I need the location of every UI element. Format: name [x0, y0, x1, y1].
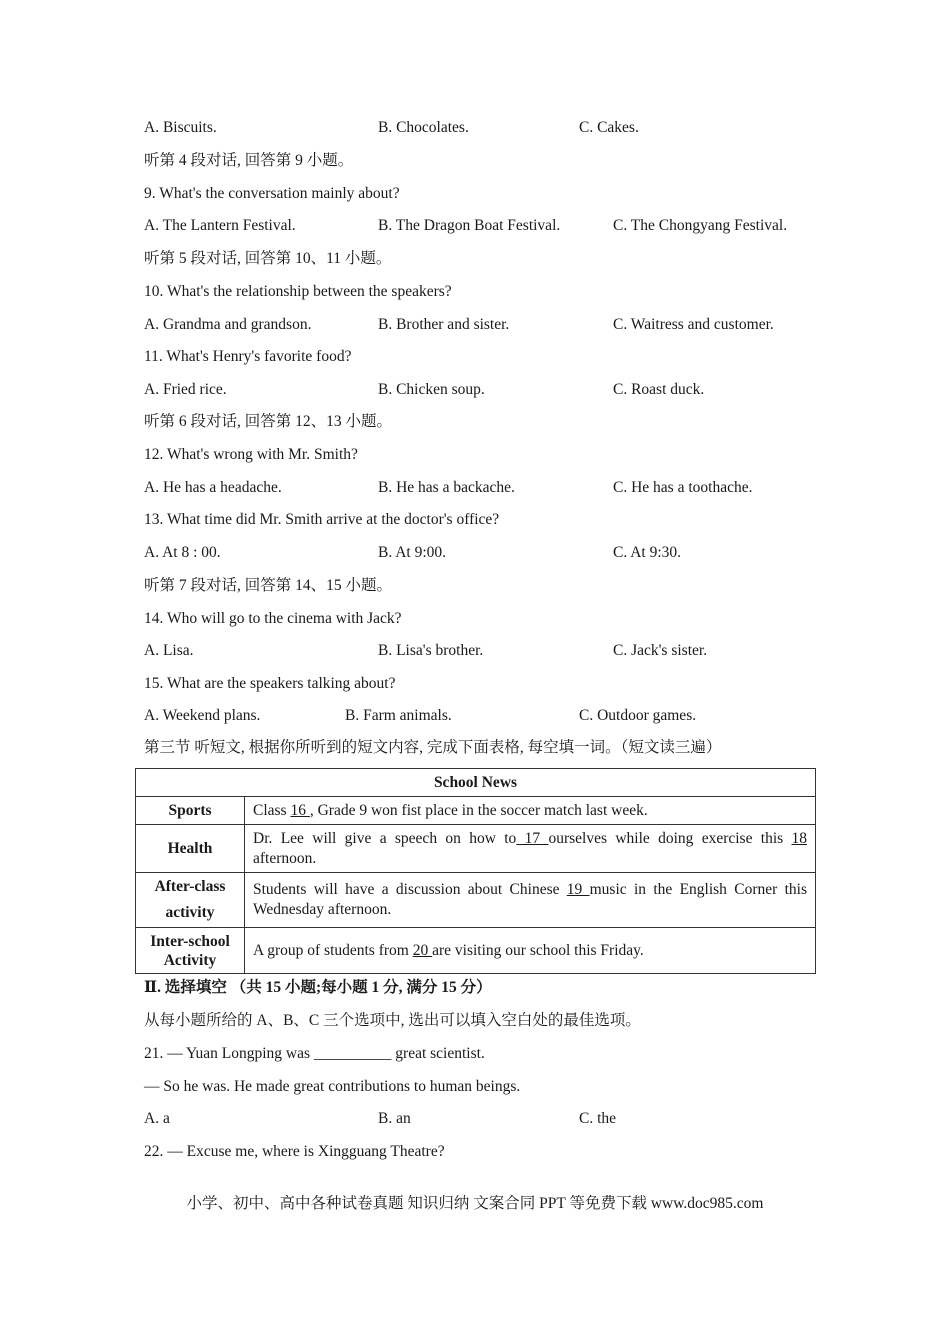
dialogue-5-instruction: 听第 5 段对话, 回答第 10、11 小题。	[144, 250, 392, 267]
text-segment: , Grade 9 won fist place in the soccer match last week.	[309, 801, 648, 819]
text-segment: afternoon.	[253, 849, 317, 867]
text-segment: Dr. Lee will give a speech on how to	[253, 829, 517, 847]
q8-option-a: A. Biscuits.	[144, 119, 217, 136]
q14-question: 14. Who will go to the cinema with Jack?	[144, 610, 402, 627]
table-title: School News	[136, 769, 816, 797]
q13-option-a: A. At 8 : 00.	[144, 544, 221, 561]
q14-option-b: B. Lisa's brother.	[378, 642, 484, 659]
text-segment: Students will have a discussion about Chinese	[253, 881, 567, 898]
q21-response: — So he was. He made great contributions to human beings.	[144, 1078, 521, 1095]
blank-18: 18	[791, 829, 808, 847]
q15-option-b: B. Farm animals.	[345, 707, 452, 724]
text-segment: A group of students from	[253, 941, 413, 959]
label-line: Activity	[163, 951, 217, 969]
section3-instruction: 第三节 听短文, 根据你所听到的短文内容, 完成下面表格, 每空填一词。（短文读三遍）	[144, 739, 722, 756]
row-label-sports: Sports	[136, 797, 245, 825]
q8-option-c: C. Cakes.	[579, 119, 639, 136]
q11-option-b: B. Chicken soup.	[378, 381, 485, 398]
label-line: After-class	[154, 878, 226, 895]
blank-20: 20	[412, 941, 433, 959]
q15-option-a: A. Weekend plans.	[144, 707, 261, 724]
q21-option-c: C. the	[579, 1110, 617, 1127]
blank-16: 16	[290, 801, 310, 819]
row-label-after-class	[136, 873, 245, 928]
q10-option-a: A. Grandma and grandson.	[144, 316, 312, 333]
q15-question: 15. What are the speakers talking about?	[144, 675, 396, 692]
text-segment: Class	[253, 801, 291, 819]
part2-heading: Ⅱ. 选择填空 （共 15 小题;每小题 1 分, 满分 15 分）	[144, 979, 492, 996]
q22-question: 22. — Excuse me, where is Xingguang Theatre?	[144, 1143, 445, 1160]
row-text-inter-school	[245, 928, 816, 974]
q14-option-c: C. Jack's sister.	[613, 642, 708, 659]
page-footer: 小学、初中、高中各种试卷真题 知识归纳 文案合同 PPT 等免费下载 www.doc985.com	[186, 1195, 764, 1212]
text-segment: music in the English Corner this Wednesday afternoon.	[253, 881, 807, 918]
q21-option-b: B. an	[378, 1110, 411, 1127]
q13-option-b: B. At 9:00.	[378, 544, 447, 561]
q12-option-c: C. He has a toothache.	[613, 479, 753, 496]
q9-option-a: A. The Lantern Festival.	[144, 217, 296, 234]
q21-option-a: A. a	[144, 1110, 170, 1127]
label-line: activity	[165, 904, 215, 921]
table-row-health	[136, 825, 816, 873]
blank-19: 19	[566, 881, 590, 898]
table-row-sports	[136, 797, 816, 825]
row-text-sports	[245, 797, 816, 825]
q8-option-b: B. Chocolates.	[378, 119, 469, 136]
dialogue-6-instruction: 听第 6 段对话, 回答第 12、13 小题。	[144, 413, 393, 430]
label-line: Inter-school	[150, 932, 230, 950]
row-label-inter-school	[136, 928, 245, 974]
q10-option-b: B. Brother and sister.	[378, 316, 510, 333]
q14-option-a: A. Lisa.	[144, 642, 194, 659]
q13-question: 13. What time did Mr. Smith arrive at the doctor's office?	[144, 511, 500, 528]
q12-question: 12. What's wrong with Mr. Smith?	[144, 446, 358, 463]
q10-option-c: C. Waitress and customer.	[613, 316, 774, 333]
blank-17: 17	[516, 829, 549, 847]
q12-option-b: B. He has a backache.	[378, 479, 515, 496]
q11-option-c: C. Roast duck.	[613, 381, 705, 398]
q11-option-a: A. Fried rice.	[144, 381, 227, 398]
text-segment: are visiting our school this Friday.	[432, 941, 644, 959]
text-segment: ourselves while doing exercise this	[548, 829, 792, 847]
q15-option-c: C. Outdoor games.	[579, 707, 697, 724]
q10-question: 10. What's the relationship between the speakers?	[144, 283, 452, 300]
q12-option-a: A. He has a headache.	[144, 479, 282, 496]
q11-question: 11. What's Henry's favorite food?	[144, 348, 352, 365]
q9-option-b: B. The Dragon Boat Festival.	[378, 217, 561, 234]
school-news-table	[135, 768, 816, 974]
q21-question: 21. — Yuan Longping was __________ great scientist.	[144, 1045, 485, 1062]
row-label-health: Health	[136, 825, 245, 873]
table-row-inter-school	[136, 928, 816, 974]
dialogue-7-instruction: 听第 7 段对话, 回答第 14、15 小题。	[144, 577, 393, 594]
row-text-after-class	[245, 873, 816, 928]
q9-question: 9. What's the conversation mainly about?	[144, 185, 400, 202]
table-row-after-class	[136, 873, 816, 928]
q13-option-c: C. At 9:30.	[613, 544, 682, 561]
dialogue-4-instruction: 听第 4 段对话, 回答第 9 小题。	[144, 152, 354, 169]
part2-instruction: 从每小题所给的 A、B、C 三个选项中, 选出可以填入空白处的最佳选项。	[144, 1012, 641, 1029]
q9-option-c: C. The Chongyang Festival.	[613, 217, 788, 234]
row-text-health	[245, 825, 816, 873]
